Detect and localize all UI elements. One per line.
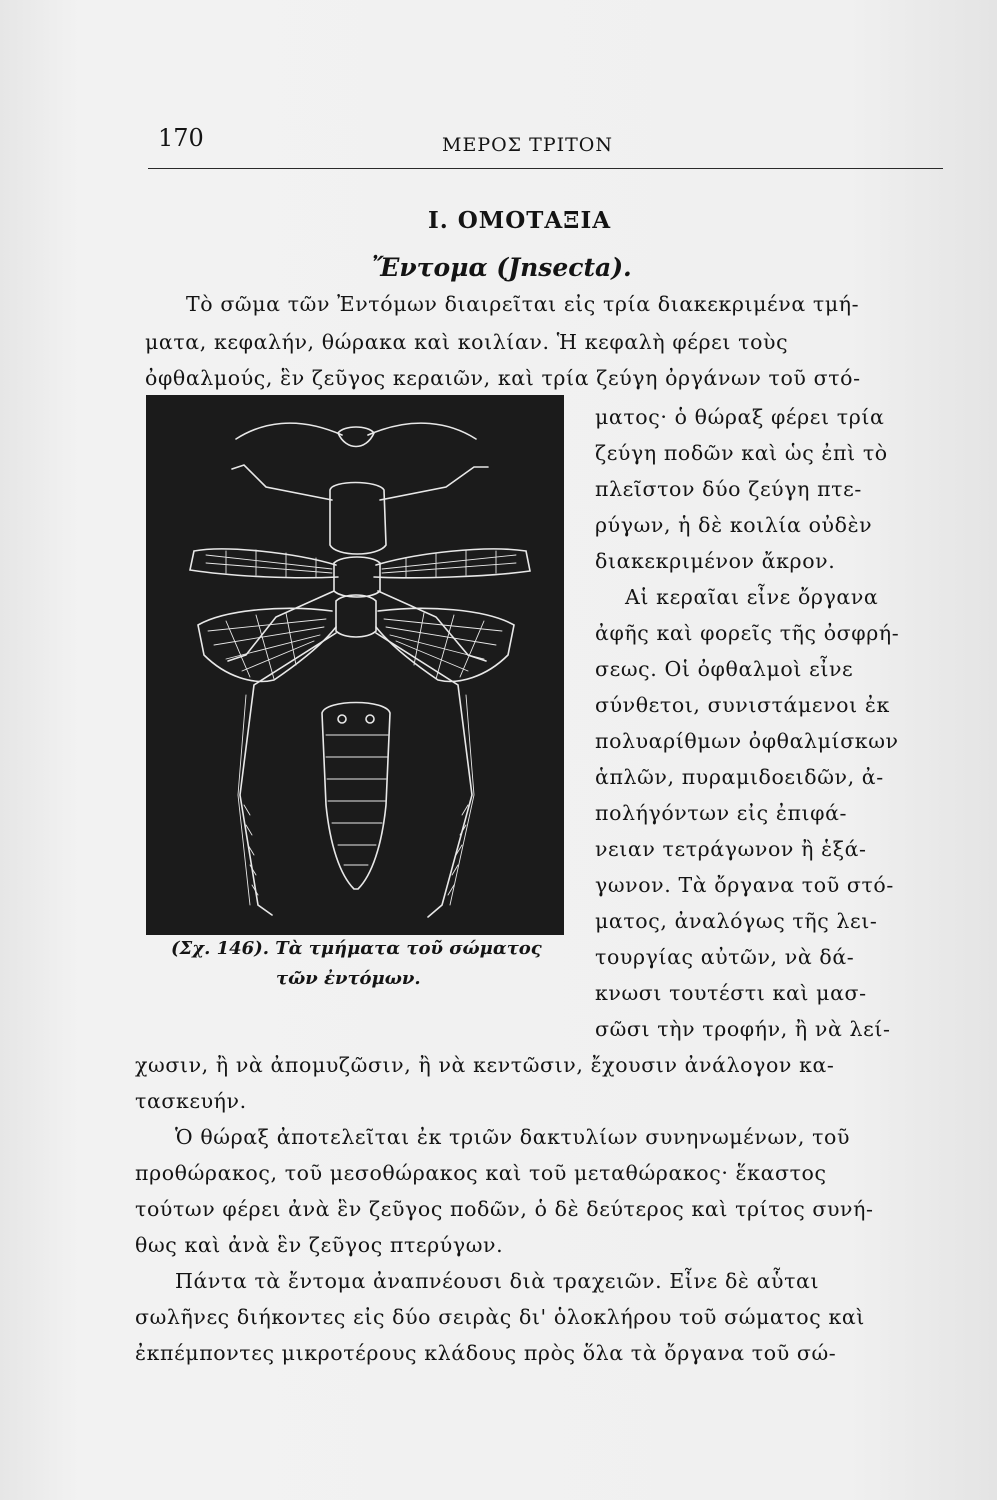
text-line: θως καὶ ἀνὰ ἓν ζεῦγος πτερύγων. xyxy=(135,1233,504,1257)
text-line: κνωσι τουτέστι καὶ μασ- xyxy=(595,981,867,1005)
text-line: ἀφῆς καὶ φορεῖς τῆς ὀσφρή- xyxy=(595,621,900,645)
text-line: τούτων φέρει ἀνὰ ἓν ζεῦγος ποδῶν, ὁ δὲ δεύτερος καὶ τρίτος συνή- xyxy=(135,1197,874,1221)
text-line: προθώρακος, τοῦ μεσοθώρακος καὶ τοῦ μεταθώρακος· ἕκαστος xyxy=(135,1161,827,1185)
text-line: Τὸ σῶμα τῶν Ἐντόμων διαιρεῖται εἰς τρία διακεκριμένα τμή- xyxy=(186,292,860,316)
figure-caption-text: τῶν ἐντόμων. xyxy=(276,968,421,989)
text-line: σύνθετοι, συνιστάμενοι ἐκ xyxy=(595,693,890,717)
text-line: ἐκπέμποντες μικροτέρους κλάδους πρὸς ὅλα τὰ ὄργανα τοῦ σώ- xyxy=(135,1341,837,1365)
text-line: διακεκριμένον ἄκρον. xyxy=(595,549,836,573)
text-line: ματος· ὁ θώραξ φέρει τρία xyxy=(595,405,885,429)
section-title: I. ΟΜΟΤΑΞΙΑ xyxy=(428,207,612,234)
text-line: ζεύγη ποδῶν καὶ ὡς ἐπὶ τὸ xyxy=(595,441,888,465)
text-line: τασκευήν. xyxy=(135,1089,247,1113)
text-line: χωσιν, ἢ νὰ ἀπομυζῶσιν, ἢ νὰ κεντῶσιν, ἔχουσιν ἀνάλογον κα- xyxy=(135,1053,835,1077)
section-subtitle: Ἔντομα (Jnsecta). xyxy=(372,253,632,282)
running-title: ΜΕΡΟΣ ΤΡΙΤΟΝ xyxy=(442,134,613,156)
text-line: σῶσι τὴν τροφήν, ἢ νὰ λεί- xyxy=(595,1017,891,1041)
insect-figure xyxy=(146,395,564,935)
text-line: σωλῆνες διήκοντες εἰς δύο σειρὰς δι' ὁλοκλήρου τοῦ σώματος καὶ xyxy=(135,1305,865,1329)
text-line: σεως. Οἱ ὀφθαλμοὶ εἶνε xyxy=(595,657,854,681)
text-line: πολήγόντων εἰς ἐπιφά- xyxy=(595,801,848,825)
text-line: ρύγων, ἡ δὲ κοιλία οὐδὲν xyxy=(595,513,873,537)
text-line: ὀφθαλμούς, ἓν ζεῦγος κεραιῶν, καὶ τρία ζεύγη ὀργάνων τοῦ στό- xyxy=(145,366,861,390)
text-line: πολυαρίθμων ὀφθαλμίσκων xyxy=(595,729,899,753)
figure-caption-line-2 xyxy=(276,968,421,989)
text-line: πλεῖστον δύο ζεύγη πτε- xyxy=(595,477,862,501)
page-number: 170 xyxy=(158,124,204,152)
text-line: τουργίας αὐτῶν, νὰ δά- xyxy=(595,945,855,969)
text-line: Ὁ θώραξ ἀποτελεῖται ἐκ τριῶν δακτυλίων συνηνωμένων, τοῦ xyxy=(175,1125,851,1149)
text-line: ματος, ἀναλόγως τῆς λει- xyxy=(595,909,878,933)
text-line: Αἱ κεραῖαι εἶνε ὄργανα xyxy=(625,585,879,609)
text-line: νειαν τετράγωνον ἢ ἑξά- xyxy=(595,837,867,861)
text-line: ματα, κεφαλήν, θώρακα καὶ κοιλίαν. Ἡ κεφαλὴ φέρει τοὺς xyxy=(145,330,789,354)
text-line: γωνον. Τὰ ὄργανα τοῦ στό- xyxy=(595,873,894,897)
figure-caption-line-1 xyxy=(171,938,542,959)
text-line: ἁπλῶν, πυραμιδοειδῶν, ἀ- xyxy=(595,765,884,789)
text-line: Πάντα τὰ ἔντομα ἀναπνέουσι διὰ τραχειῶν. Εἶνε δὲ αὗται xyxy=(175,1269,820,1293)
insect-illustration xyxy=(146,395,564,935)
figure-caption-text: (Σχ. 146). Τὰ τμήματα τοῦ σώματος xyxy=(171,938,542,959)
header-rule xyxy=(148,168,943,169)
